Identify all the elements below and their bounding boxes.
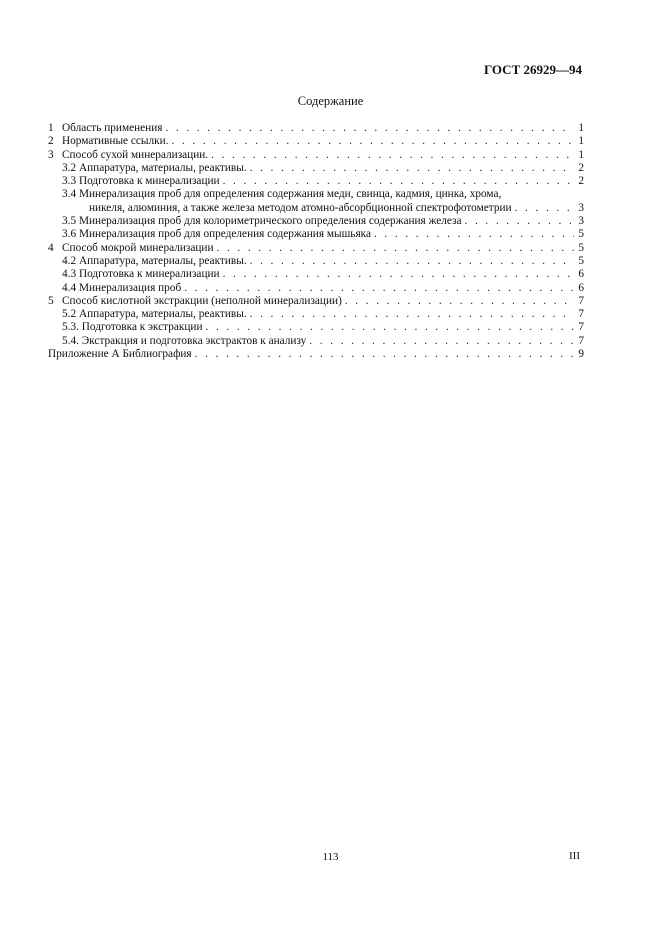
toc-entry-title bbox=[62, 228, 371, 241]
dot-leader bbox=[512, 202, 574, 215]
toc-entry-title bbox=[89, 202, 512, 215]
toc-entry[interactable] bbox=[48, 162, 584, 175]
toc-entry[interactable] bbox=[48, 268, 584, 281]
dot-leader bbox=[247, 255, 574, 268]
toc-entry-title bbox=[62, 255, 247, 268]
toc-entry-title bbox=[62, 162, 247, 175]
toc-entry-text: Способ кислотной экстракции (неполной минерализации) bbox=[62, 294, 342, 307]
dot-leader bbox=[181, 282, 574, 295]
toc-entry-text: 4.4 Минерализация проб bbox=[62, 281, 182, 294]
toc-entry-page: 2 bbox=[578, 175, 584, 188]
toc-entry[interactable] bbox=[48, 295, 584, 308]
toc-entry-page: 5 bbox=[578, 254, 584, 267]
toc-entry[interactable] bbox=[48, 321, 584, 334]
toc-entry[interactable] bbox=[48, 202, 584, 215]
toc-entry-title bbox=[62, 282, 181, 295]
toc-entry-text: 3.6 Минерализация проб для определения содержания мышьяка bbox=[62, 228, 371, 241]
toc-entry-title bbox=[48, 348, 192, 361]
toc-entry-text: 5.2 Аппаратура, материалы, реактивы. bbox=[62, 308, 247, 321]
toc-entry-text: Способ сухой минерализации. bbox=[62, 148, 209, 161]
dot-leader bbox=[168, 135, 574, 148]
toc-entry-number: 4 bbox=[48, 241, 54, 254]
toc-entry-title bbox=[62, 308, 247, 321]
toc-entry-text: Область применения bbox=[62, 122, 163, 134]
toc-entry-page: 1 bbox=[578, 148, 584, 161]
toc-entry-title bbox=[48, 122, 162, 135]
dot-leader bbox=[208, 149, 574, 162]
dot-leader bbox=[462, 215, 575, 228]
toc-entry-title bbox=[48, 295, 342, 308]
toc-entry-page: 7 bbox=[578, 334, 584, 347]
toc-entry-title bbox=[48, 149, 208, 162]
dot-leader bbox=[162, 122, 574, 135]
toc-entry-title bbox=[62, 175, 220, 188]
toc-entry-page: 6 bbox=[578, 268, 584, 281]
toc-entry-page: 7 bbox=[578, 294, 584, 307]
toc-entry-text: Нормативные ссылки. bbox=[62, 135, 169, 148]
toc-entry[interactable] bbox=[48, 175, 584, 188]
toc-entry-text: никеля, алюминия, а также железа методом атомно-абсорбционной спектрофотометрии bbox=[89, 201, 512, 214]
toc-entry[interactable] bbox=[48, 122, 584, 135]
dot-leader bbox=[247, 162, 574, 175]
toc-entry-text: 3.4 Минерализация проб для определения содержания меди, свинца, кадмия, цинка, хрома, bbox=[62, 188, 502, 201]
toc-entry-page: 9 bbox=[578, 348, 584, 361]
toc-entry[interactable] bbox=[48, 135, 584, 148]
toc-entry-number: 2 bbox=[48, 135, 54, 148]
dot-leader bbox=[214, 242, 574, 255]
toc-entry-page: 3 bbox=[578, 215, 584, 228]
toc-entry[interactable] bbox=[48, 348, 584, 361]
dot-leader bbox=[203, 321, 574, 334]
toc-entry[interactable] bbox=[48, 335, 584, 348]
dot-leader bbox=[192, 348, 574, 361]
toc-entry-text: 4.2 Аппаратура, материалы, реактивы. bbox=[62, 254, 247, 267]
toc-entry-page: 7 bbox=[578, 308, 584, 321]
toc-entry-text: 4.3 Подготовка к минерализации bbox=[62, 268, 220, 281]
toc-entry-title bbox=[48, 242, 214, 255]
toc-entry-number: 5 bbox=[48, 294, 54, 307]
standard-header: ГОСТ 26929—94 bbox=[483, 62, 582, 77]
dot-leader bbox=[220, 268, 574, 281]
toc-entry-page: 5 bbox=[578, 228, 584, 241]
toc-entry-text: Способ мокрой минерализации bbox=[62, 241, 214, 254]
toc-entry-text: 5.4. Экстракция и подготовка экстрактов к анализу bbox=[62, 334, 307, 347]
toc-entry-number: 3 bbox=[48, 148, 54, 161]
toc-entry[interactable] bbox=[48, 255, 584, 268]
dot-leader bbox=[247, 308, 574, 321]
toc-entry-page: 6 bbox=[578, 281, 584, 294]
toc-entry-text: 3.3 Подготовка к минерализации bbox=[62, 175, 220, 188]
toc-entry-page: 2 bbox=[578, 161, 584, 174]
dot-leader bbox=[220, 175, 574, 188]
toc-entry-title bbox=[62, 268, 220, 281]
roman-page-number: III bbox=[569, 850, 580, 862]
page-title: Содержание bbox=[297, 94, 364, 108]
toc-entry-number: 1 bbox=[48, 122, 54, 134]
toc-entry-title bbox=[62, 335, 306, 348]
dot-leader bbox=[371, 228, 574, 241]
toc-entry-title bbox=[62, 188, 501, 201]
toc-entry-text: Приложение А Библиография bbox=[48, 348, 192, 361]
toc-entry-text: 3.5 Минерализация проб для колориметрического определения содержания железа bbox=[62, 215, 462, 228]
toc-entry[interactable] bbox=[48, 308, 584, 321]
toc-entry[interactable] bbox=[48, 228, 584, 241]
toc-entry-page: 3 bbox=[578, 201, 584, 214]
table-of-contents bbox=[48, 122, 584, 361]
dot-leader bbox=[342, 295, 574, 308]
toc-entry-text: 5.3. Подготовка к экстракции bbox=[62, 321, 203, 334]
toc-entry[interactable] bbox=[48, 149, 584, 162]
page-number: 113 bbox=[322, 851, 339, 863]
toc-entry-page: 5 bbox=[578, 241, 584, 254]
toc-entry-title bbox=[62, 321, 203, 334]
toc-entry-text: 3.2 Аппаратура, материалы, реактивы. bbox=[62, 161, 247, 174]
toc-entry-page: 1 bbox=[578, 135, 584, 148]
toc-entry-page: 1 bbox=[578, 122, 584, 134]
toc-entry[interactable] bbox=[48, 188, 584, 201]
toc-entry-page: 7 bbox=[578, 321, 584, 334]
toc-entry[interactable] bbox=[48, 242, 584, 255]
toc-entry-title bbox=[62, 215, 462, 228]
toc-entry[interactable] bbox=[48, 215, 584, 228]
toc-entry-title bbox=[48, 135, 168, 148]
toc-entry[interactable] bbox=[48, 282, 584, 295]
dot-leader bbox=[306, 335, 574, 348]
